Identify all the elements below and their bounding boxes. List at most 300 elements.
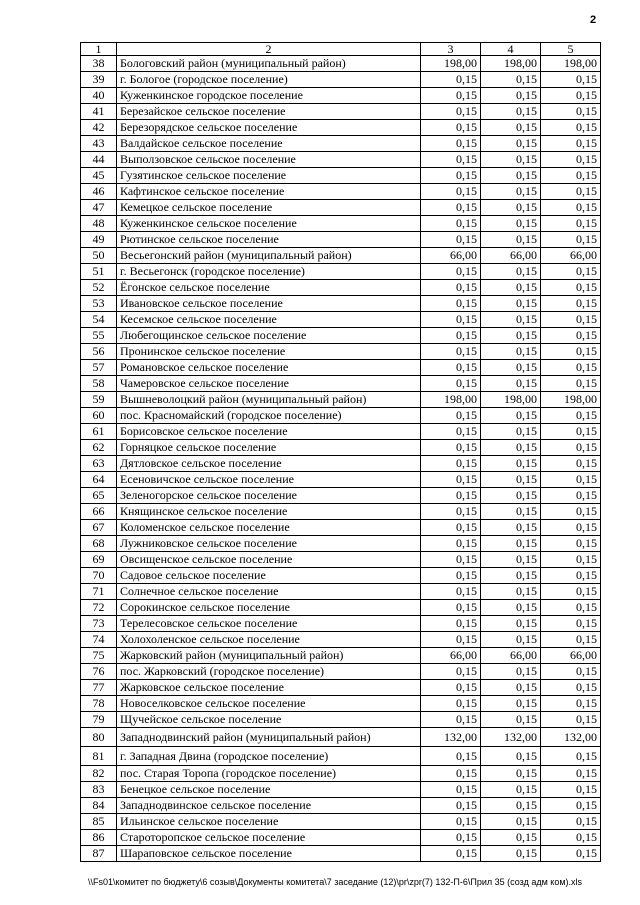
value-cell-col4: 0,15 [481, 376, 541, 392]
value-cell-col4: 0,15 [481, 696, 541, 712]
table-row [81, 104, 601, 120]
value-cell-col5: 0,15 [541, 846, 601, 862]
value-cell-col5: 0,15 [541, 72, 601, 88]
territory-name-cell: Княщинское сельское поселение [117, 504, 421, 520]
value-cell-col3: 0,15 [421, 472, 481, 488]
table-row [81, 584, 601, 600]
row-number-cell: 42 [81, 120, 117, 136]
territory-name-cell: Новоселковское сельское поселение [117, 696, 421, 712]
row-number-cell: 60 [81, 408, 117, 424]
value-cell-col3: 0,15 [421, 830, 481, 846]
value-cell-col5: 0,15 [541, 552, 601, 568]
value-cell-col3: 0,15 [421, 782, 481, 798]
value-cell-col3: 0,15 [421, 168, 481, 184]
value-cell-col3: 0,15 [421, 846, 481, 862]
value-cell-col4: 0,15 [481, 424, 541, 440]
value-cell-col4: 0,15 [481, 632, 541, 648]
value-cell-col5: 0,15 [541, 120, 601, 136]
value-cell-col4: 0,15 [481, 344, 541, 360]
value-cell-col5: 0,15 [541, 616, 601, 632]
value-cell-col4: 0,15 [481, 616, 541, 632]
value-cell-col5: 0,15 [541, 814, 601, 830]
territory-name-cell: Зеленогорское сельское поселение [117, 488, 421, 504]
row-number-cell: 47 [81, 200, 117, 216]
territory-name-cell: Дятловское сельское поселение [117, 456, 421, 472]
header-cell: 4 [481, 43, 541, 56]
territory-name-cell: Бологовский район (муниципальный район) [117, 56, 421, 72]
value-cell-col5: 198,00 [541, 56, 601, 72]
value-cell-col5: 0,15 [541, 168, 601, 184]
value-cell-col5: 0,15 [541, 680, 601, 696]
value-cell-col5: 66,00 [541, 248, 601, 264]
table-row [81, 56, 601, 72]
territory-name-cell: г. Весьегонск (городское поселение) [117, 264, 421, 280]
table-row [81, 766, 601, 782]
table-row [81, 408, 601, 424]
row-number-cell: 57 [81, 360, 117, 376]
value-cell-col5: 0,15 [541, 472, 601, 488]
value-cell-col5: 0,15 [541, 782, 601, 798]
value-cell-col5: 0,15 [541, 584, 601, 600]
row-number-cell: 40 [81, 88, 117, 104]
table-row [81, 552, 601, 568]
territory-name-cell: Гузятинское сельское поселение [117, 168, 421, 184]
value-cell-col5: 0,15 [541, 376, 601, 392]
value-cell-col4: 0,15 [481, 552, 541, 568]
value-cell-col4: 0,15 [481, 712, 541, 728]
table-row [81, 846, 601, 862]
territory-name-cell: Вышневолоцкий район (муниципальный район) [117, 392, 421, 408]
value-cell-col3: 0,15 [421, 552, 481, 568]
value-cell-col5: 0,15 [541, 440, 601, 456]
value-cell-col3: 0,15 [421, 798, 481, 814]
row-number-cell: 58 [81, 376, 117, 392]
table-row [81, 600, 601, 616]
value-cell-col5: 0,15 [541, 747, 601, 766]
value-cell-col4: 132,00 [481, 728, 541, 747]
value-cell-col5: 132,00 [541, 728, 601, 747]
territory-name-cell: Жарковское сельское поселение [117, 680, 421, 696]
table-row [81, 712, 601, 728]
value-cell-col4: 0,15 [481, 136, 541, 152]
table-row [81, 728, 601, 747]
territory-name-cell: Жарковский район (муниципальный район) [117, 648, 421, 664]
territory-name-cell: Садовое сельское поселение [117, 568, 421, 584]
value-cell-col4: 0,15 [481, 568, 541, 584]
value-cell-col3: 0,15 [421, 296, 481, 312]
table-row [81, 216, 601, 232]
table-row [81, 120, 601, 136]
row-number-cell: 68 [81, 536, 117, 552]
value-cell-col3: 198,00 [421, 392, 481, 408]
value-cell-col3: 0,15 [421, 104, 481, 120]
value-cell-col3: 0,15 [421, 184, 481, 200]
row-number-cell: 44 [81, 152, 117, 168]
table-row [81, 232, 601, 248]
table-row [81, 392, 601, 408]
value-cell-col4: 0,15 [481, 408, 541, 424]
table-row [81, 136, 601, 152]
value-cell-col4: 66,00 [481, 648, 541, 664]
table-row [81, 632, 601, 648]
row-number-cell: 69 [81, 552, 117, 568]
territory-name-cell: Куженкинское городское поселение [117, 88, 421, 104]
territory-name-cell: Лужниковское сельское поселение [117, 536, 421, 552]
value-cell-col3: 0,15 [421, 680, 481, 696]
row-number-cell: 72 [81, 600, 117, 616]
header-cell: 1 [81, 43, 117, 56]
value-cell-col4: 0,15 [481, 120, 541, 136]
table-row [81, 782, 601, 798]
value-cell-col4: 0,15 [481, 520, 541, 536]
value-cell-col3: 0,15 [421, 696, 481, 712]
territory-name-cell: пос. Жарковский (городское поселение) [117, 664, 421, 680]
value-cell-col5: 0,15 [541, 488, 601, 504]
table-row [81, 264, 601, 280]
table-row [81, 72, 601, 88]
value-cell-col5: 0,15 [541, 536, 601, 552]
row-number-cell: 67 [81, 520, 117, 536]
territory-name-cell: Овсищенское сельское поселение [117, 552, 421, 568]
territory-name-cell: Кесемское сельское поселение [117, 312, 421, 328]
value-cell-col4: 0,15 [481, 232, 541, 248]
territory-name-cell: Есеновичское сельское поселение [117, 472, 421, 488]
value-cell-col4: 0,15 [481, 152, 541, 168]
value-cell-col4: 0,15 [481, 104, 541, 120]
value-cell-col3: 132,00 [421, 728, 481, 747]
value-cell-col4: 0,15 [481, 216, 541, 232]
value-cell-col3: 0,15 [421, 664, 481, 680]
table-row [81, 504, 601, 520]
value-cell-col5: 0,15 [541, 424, 601, 440]
territory-name-cell: Бенецкое сельское поселение [117, 782, 421, 798]
value-cell-col3: 0,15 [421, 568, 481, 584]
territory-name-cell: Любегощинское сельское поселение [117, 328, 421, 344]
territory-name-cell: Ильинское сельское поселение [117, 814, 421, 830]
value-cell-col5: 0,15 [541, 264, 601, 280]
header-cell: 3 [421, 43, 481, 56]
territory-name-cell: Кемецкое сельское поселение [117, 200, 421, 216]
value-cell-col5: 0,15 [541, 600, 601, 616]
value-cell-col4: 0,15 [481, 440, 541, 456]
allocation-table [80, 42, 601, 862]
territory-name-cell: Борисовское сельское поселение [117, 424, 421, 440]
table-row [81, 328, 601, 344]
header-cell: 5 [541, 43, 601, 56]
value-cell-col3: 0,15 [421, 712, 481, 728]
table-row [81, 814, 601, 830]
value-cell-col4: 0,15 [481, 846, 541, 862]
header-cell: 2 [117, 43, 421, 56]
value-cell-col3: 0,15 [421, 216, 481, 232]
table-row [81, 248, 601, 264]
table-row [81, 696, 601, 712]
value-cell-col3: 0,15 [421, 200, 481, 216]
table-row [81, 568, 601, 584]
value-cell-col3: 66,00 [421, 248, 481, 264]
value-cell-col4: 0,15 [481, 72, 541, 88]
value-cell-col3: 0,15 [421, 264, 481, 280]
row-number-cell: 41 [81, 104, 117, 120]
value-cell-col4: 198,00 [481, 392, 541, 408]
value-cell-col5: 0,15 [541, 296, 601, 312]
table-row [81, 798, 601, 814]
territory-name-cell: Валдайское сельское поселение [117, 136, 421, 152]
value-cell-col5: 0,15 [541, 328, 601, 344]
value-cell-col3: 0,15 [421, 232, 481, 248]
row-number-cell: 50 [81, 248, 117, 264]
row-number-cell: 46 [81, 184, 117, 200]
row-number-cell: 64 [81, 472, 117, 488]
row-number-cell: 77 [81, 680, 117, 696]
table-row [81, 830, 601, 846]
row-number-cell: 52 [81, 280, 117, 296]
value-cell-col3: 0,15 [421, 360, 481, 376]
value-cell-col4: 66,00 [481, 248, 541, 264]
value-cell-col5: 0,15 [541, 456, 601, 472]
row-number-cell: 66 [81, 504, 117, 520]
territory-name-cell: Ивановское сельское поселение [117, 296, 421, 312]
value-cell-col4: 0,15 [481, 584, 541, 600]
row-number-cell: 54 [81, 312, 117, 328]
value-cell-col3: 0,15 [421, 120, 481, 136]
territory-name-cell: г. Бологое (городское поселение) [117, 72, 421, 88]
row-number-cell: 45 [81, 168, 117, 184]
value-cell-col5: 0,15 [541, 830, 601, 846]
value-cell-col4: 0,15 [481, 200, 541, 216]
territory-name-cell: Пронинское сельское поселение [117, 344, 421, 360]
value-cell-col3: 0,15 [421, 408, 481, 424]
value-cell-col4: 0,15 [481, 360, 541, 376]
row-number-cell: 38 [81, 56, 117, 72]
territory-name-cell: Коломенское сельское поселение [117, 520, 421, 536]
row-number-cell: 78 [81, 696, 117, 712]
row-number-cell: 71 [81, 584, 117, 600]
territory-name-cell: Солнечное сельское поселение [117, 584, 421, 600]
value-cell-col4: 198,00 [481, 56, 541, 72]
value-cell-col3: 0,15 [421, 504, 481, 520]
territory-name-cell: Весьегонский район (муниципальный район) [117, 248, 421, 264]
territory-name-cell: Выползовское сельское поселение [117, 152, 421, 168]
value-cell-col4: 0,15 [481, 504, 541, 520]
row-number-cell: 53 [81, 296, 117, 312]
territory-name-cell: Кафтинское сельское поселение [117, 184, 421, 200]
row-number-cell: 79 [81, 712, 117, 728]
value-cell-col5: 0,15 [541, 152, 601, 168]
value-cell-col5: 0,15 [541, 766, 601, 782]
territory-name-cell: Сорокинское сельское поселение [117, 600, 421, 616]
value-cell-col5: 0,15 [541, 568, 601, 584]
table-row [81, 360, 601, 376]
table-row [81, 296, 601, 312]
table-row [81, 664, 601, 680]
value-cell-col4: 0,15 [481, 328, 541, 344]
territory-name-cell: Куженкинское сельское поселение [117, 216, 421, 232]
row-number-cell: 87 [81, 846, 117, 862]
value-cell-col5: 0,15 [541, 712, 601, 728]
row-number-cell: 39 [81, 72, 117, 88]
territory-name-cell: Щучейское сельское поселение [117, 712, 421, 728]
page-number: 2 [590, 14, 597, 26]
table-row [81, 488, 601, 504]
row-number-cell: 86 [81, 830, 117, 846]
territory-name-cell: пос. Красномайский (городское поселение) [117, 408, 421, 424]
value-cell-col5: 0,15 [541, 798, 601, 814]
territory-name-cell: Шараповское сельское поселение [117, 846, 421, 862]
row-number-cell: 56 [81, 344, 117, 360]
value-cell-col3: 0,15 [421, 152, 481, 168]
territory-name-cell: Романовское сельское поселение [117, 360, 421, 376]
value-cell-col4: 0,15 [481, 312, 541, 328]
row-number-cell: 81 [81, 747, 117, 766]
value-cell-col5: 0,15 [541, 184, 601, 200]
table-row [81, 747, 601, 766]
territory-name-cell: Западнодвинское сельское поселение [117, 798, 421, 814]
territory-name-cell: Рютинское сельское поселение [117, 232, 421, 248]
table-row [81, 200, 601, 216]
value-cell-col4: 0,15 [481, 296, 541, 312]
table-row [81, 88, 601, 104]
value-cell-col3: 0,15 [421, 312, 481, 328]
row-number-cell: 61 [81, 424, 117, 440]
value-cell-col3: 0,15 [421, 72, 481, 88]
value-cell-col4: 0,15 [481, 456, 541, 472]
row-number-cell: 83 [81, 782, 117, 798]
value-cell-col4: 0,15 [481, 488, 541, 504]
row-number-cell: 75 [81, 648, 117, 664]
value-cell-col3: 0,15 [421, 424, 481, 440]
value-cell-col3: 0,15 [421, 632, 481, 648]
row-number-cell: 76 [81, 664, 117, 680]
row-number-cell: 80 [81, 728, 117, 747]
value-cell-col3: 0,15 [421, 344, 481, 360]
value-cell-col4: 0,15 [481, 680, 541, 696]
value-cell-col3: 0,15 [421, 584, 481, 600]
row-number-cell: 55 [81, 328, 117, 344]
row-number-cell: 62 [81, 440, 117, 456]
value-cell-col3: 0,15 [421, 440, 481, 456]
table-row [81, 168, 601, 184]
territory-name-cell: Чамеровское сельское поселение [117, 376, 421, 392]
value-cell-col4: 0,15 [481, 264, 541, 280]
territory-name-cell: пос. Старая Торопа (городское поселение) [117, 766, 421, 782]
value-cell-col3: 0,15 [421, 328, 481, 344]
value-cell-col4: 0,15 [481, 600, 541, 616]
value-cell-col3: 0,15 [421, 520, 481, 536]
table-header-row [81, 43, 601, 56]
value-cell-col3: 0,15 [421, 488, 481, 504]
table-row [81, 648, 601, 664]
row-number-cell: 51 [81, 264, 117, 280]
table-row [81, 472, 601, 488]
value-cell-col3: 0,15 [421, 814, 481, 830]
value-cell-col4: 0,15 [481, 280, 541, 296]
value-cell-col5: 0,15 [541, 344, 601, 360]
row-number-cell: 49 [81, 232, 117, 248]
value-cell-col5: 0,15 [541, 200, 601, 216]
territory-name-cell: Холохоленское сельское поселение [117, 632, 421, 648]
value-cell-col4: 0,15 [481, 798, 541, 814]
value-cell-col3: 0,15 [421, 456, 481, 472]
value-cell-col3: 0,15 [421, 747, 481, 766]
territory-name-cell: Ёгонское сельское поселение [117, 280, 421, 296]
table-row [81, 440, 601, 456]
table-row [81, 376, 601, 392]
table-row [81, 616, 601, 632]
table-row [81, 456, 601, 472]
territory-name-cell: Староторопское сельское поселение [117, 830, 421, 846]
value-cell-col4: 0,15 [481, 168, 541, 184]
row-number-cell: 43 [81, 136, 117, 152]
value-cell-col4: 0,15 [481, 814, 541, 830]
value-cell-col4: 0,15 [481, 747, 541, 766]
value-cell-col4: 0,15 [481, 830, 541, 846]
row-number-cell: 73 [81, 616, 117, 632]
value-cell-col4: 0,15 [481, 664, 541, 680]
value-cell-col3: 0,15 [421, 376, 481, 392]
row-number-cell: 85 [81, 814, 117, 830]
value-cell-col5: 198,00 [541, 392, 601, 408]
value-cell-col5: 0,15 [541, 664, 601, 680]
value-cell-col5: 0,15 [541, 216, 601, 232]
value-cell-col5: 0,15 [541, 632, 601, 648]
territory-name-cell: Западнодвинский район (муниципальный район) [117, 728, 421, 747]
table-row [81, 312, 601, 328]
territory-name-cell: Горняцкое сельское поселение [117, 440, 421, 456]
value-cell-col4: 0,15 [481, 766, 541, 782]
value-cell-col5: 0,15 [541, 696, 601, 712]
table-row [81, 152, 601, 168]
value-cell-col3: 0,15 [421, 766, 481, 782]
value-cell-col5: 0,15 [541, 520, 601, 536]
table-row [81, 424, 601, 440]
value-cell-col3: 66,00 [421, 648, 481, 664]
row-number-cell: 84 [81, 798, 117, 814]
value-cell-col4: 0,15 [481, 536, 541, 552]
table-row [81, 280, 601, 296]
value-cell-col5: 0,15 [541, 360, 601, 376]
value-cell-col5: 0,15 [541, 88, 601, 104]
row-number-cell: 48 [81, 216, 117, 232]
value-cell-col4: 0,15 [481, 88, 541, 104]
value-cell-col5: 0,15 [541, 104, 601, 120]
value-cell-col4: 0,15 [481, 184, 541, 200]
value-cell-col3: 198,00 [421, 56, 481, 72]
table-row [81, 520, 601, 536]
table-row [81, 344, 601, 360]
value-cell-col4: 0,15 [481, 472, 541, 488]
row-number-cell: 70 [81, 568, 117, 584]
value-cell-col3: 0,15 [421, 88, 481, 104]
row-number-cell: 74 [81, 632, 117, 648]
value-cell-col5: 0,15 [541, 312, 601, 328]
table-row [81, 184, 601, 200]
row-number-cell: 65 [81, 488, 117, 504]
row-number-cell: 59 [81, 392, 117, 408]
value-cell-col5: 0,15 [541, 504, 601, 520]
value-cell-col4: 0,15 [481, 782, 541, 798]
row-number-cell: 63 [81, 456, 117, 472]
value-cell-col3: 0,15 [421, 600, 481, 616]
value-cell-col5: 0,15 [541, 136, 601, 152]
territory-name-cell: Березайское сельское поселение [117, 104, 421, 120]
value-cell-col5: 0,15 [541, 408, 601, 424]
value-cell-col3: 0,15 [421, 536, 481, 552]
value-cell-col3: 0,15 [421, 616, 481, 632]
value-cell-col5: 0,15 [541, 232, 601, 248]
value-cell-col5: 0,15 [541, 280, 601, 296]
value-cell-col5: 66,00 [541, 648, 601, 664]
